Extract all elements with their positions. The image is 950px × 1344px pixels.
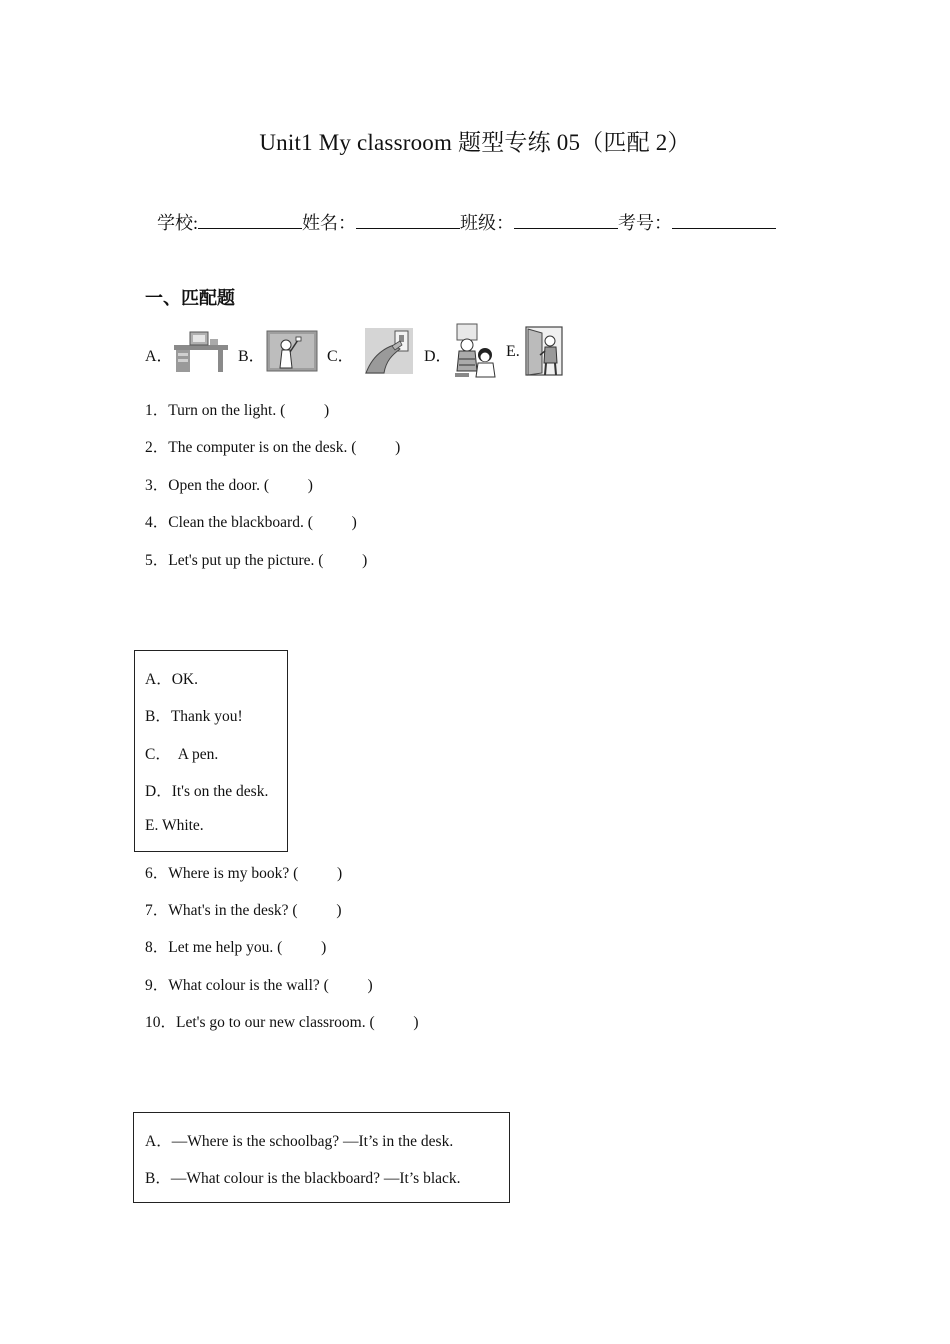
dialogue-option-a: A．—Where is the schoolbag? —It’s in the desk. bbox=[145, 1133, 454, 1150]
question-2: 2．The computer is on the desk. ( ) bbox=[145, 439, 401, 456]
exam-no-blank[interactable] bbox=[672, 210, 776, 229]
question-3: 3．Open the door. ( ) bbox=[145, 477, 313, 494]
answer-option-e: E. White. bbox=[145, 817, 204, 834]
name-label: 姓名： bbox=[302, 213, 357, 233]
question-4: 4．Clean the blackboard. ( ) bbox=[145, 514, 357, 531]
name-blank[interactable] bbox=[356, 210, 460, 229]
question-1: 1．Turn on the light. ( ) bbox=[145, 402, 330, 419]
question-10: 10．Let's go to our new classroom. ( ) bbox=[145, 1014, 419, 1031]
option-letter-d: D． bbox=[424, 348, 452, 365]
section-title: 一、匹配题 bbox=[145, 288, 235, 308]
page-title: Unit1 My classroom 题型专练 05（匹配 2） bbox=[259, 130, 691, 155]
option-letter-a: A． bbox=[145, 348, 173, 365]
exam-no-label: 考号： bbox=[618, 213, 673, 233]
question-5: 5．Let's put up the picture. ( ) bbox=[145, 552, 368, 569]
hand-light-switch-icon bbox=[364, 327, 414, 375]
option-letter-b: B． bbox=[238, 348, 265, 365]
children-picture-icon bbox=[451, 323, 497, 378]
desk-computer-icon bbox=[172, 328, 230, 374]
answer-option-b: B．Thank you! bbox=[145, 708, 243, 725]
question-8: 8．Let me help you. ( ) bbox=[145, 939, 327, 956]
class-label: 班级： bbox=[460, 213, 515, 233]
question-6: 6．Where is my book? ( ) bbox=[145, 865, 343, 882]
question-7: 7．What's in the desk? ( ) bbox=[145, 902, 342, 919]
answer-option-c: C． A pen. bbox=[145, 746, 219, 763]
option-letter-e: E. bbox=[506, 343, 520, 360]
answer-options-box-2 bbox=[133, 1112, 510, 1203]
answer-option-d: D．It's on the desk. bbox=[145, 783, 269, 800]
dialogue-option-b: B．—What colour is the blackboard? —It’s black. bbox=[145, 1170, 461, 1187]
option-letter-c: C． bbox=[327, 348, 354, 365]
student-info-line bbox=[157, 209, 776, 235]
answer-option-a: A．OK. bbox=[145, 671, 198, 688]
question-9: 9．What colour is the wall? ( ) bbox=[145, 977, 373, 994]
person-opening-door-icon bbox=[522, 325, 566, 377]
girl-cleaning-blackboard-icon bbox=[266, 330, 318, 372]
class-blank[interactable] bbox=[514, 210, 618, 229]
school-label: 学校: bbox=[157, 213, 199, 233]
school-blank[interactable] bbox=[198, 210, 302, 229]
